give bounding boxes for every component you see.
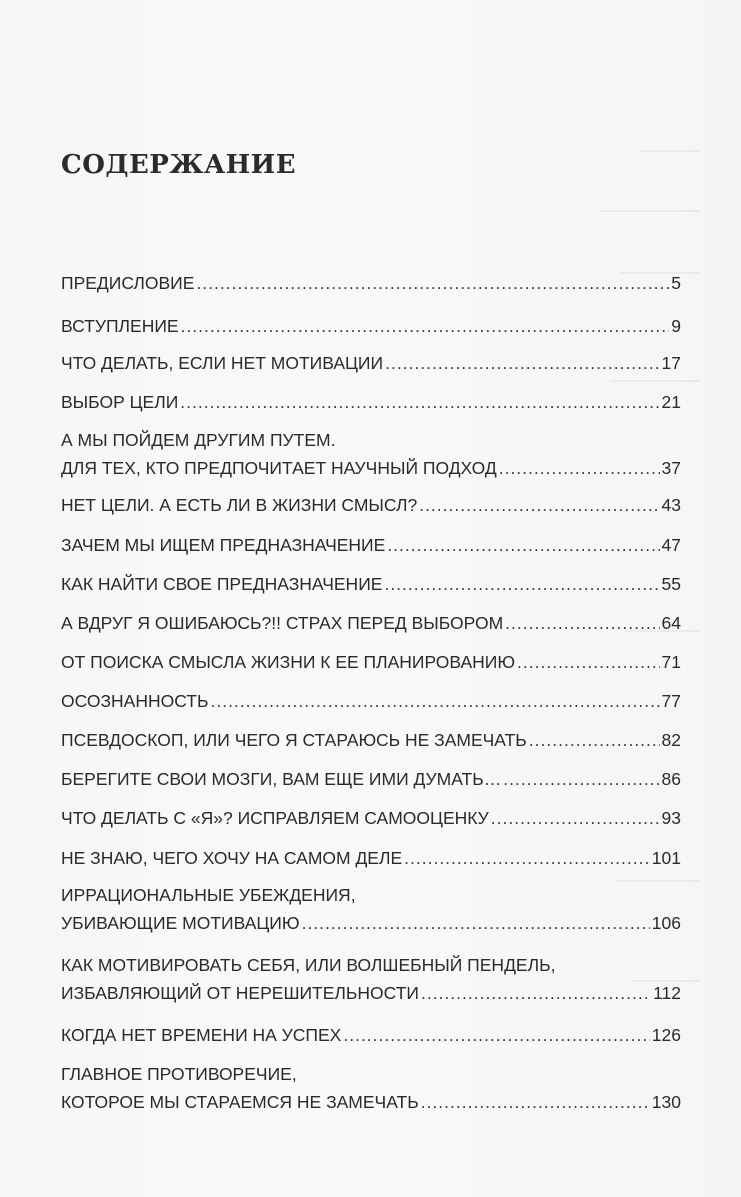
toc-entry bbox=[61, 1024, 681, 1046]
toc-entry-title: ВЫБОР ЦЕЛИ bbox=[61, 392, 179, 412]
toc-entry-row bbox=[61, 912, 681, 934]
toc-entry bbox=[61, 494, 681, 516]
toc-entry-title: ЧТО ДЕЛАТЬ С «Я»? ИСПРАВЛЯЕМ САМООЦЕНКУ bbox=[61, 808, 489, 828]
toc-page-number: 37 bbox=[661, 458, 681, 478]
toc-entry-title: НЕ ЗНАЮ, ЧЕГО ХОЧУ НА САМОМ ДЕЛЕ bbox=[61, 848, 403, 868]
toc-page-number: 43 bbox=[661, 495, 681, 515]
toc-page-number: 77 bbox=[661, 691, 681, 711]
dot-leader bbox=[419, 494, 659, 516]
dot-leader bbox=[529, 729, 660, 751]
toc-entry-row bbox=[61, 729, 681, 751]
toc-page-number: 5 bbox=[671, 273, 681, 293]
toc-entry bbox=[61, 1063, 681, 1113]
toc-page-number: 9 bbox=[671, 316, 681, 336]
toc-entry bbox=[61, 352, 681, 374]
toc-entry-row bbox=[61, 573, 681, 595]
toc-entry-title: КАК НАЙТИ СВОЕ ПРЕДНАЗНАЧЕНИЕ bbox=[61, 574, 383, 594]
toc-entry bbox=[61, 272, 681, 294]
toc-page-number: 112 bbox=[653, 983, 681, 1003]
toc-entry-row bbox=[61, 391, 681, 413]
toc-entry bbox=[61, 534, 681, 556]
toc-entry bbox=[61, 651, 681, 673]
toc-page-number: 126 bbox=[651, 1025, 681, 1045]
toc-page-number: 130 bbox=[651, 1092, 681, 1112]
toc-entry-row bbox=[61, 534, 681, 556]
toc-entry-title-line: ГЛАВНОЕ ПРОТИВОРЕЧИЕ, bbox=[61, 1064, 297, 1084]
page-title: СОДЕРЖАНИЕ bbox=[61, 150, 297, 180]
toc-page-number: 71 bbox=[661, 652, 681, 672]
dot-leader bbox=[499, 457, 660, 479]
toc-page-number: 101 bbox=[651, 848, 681, 868]
toc-entry-title: ОСОЗНАННОСТЬ bbox=[61, 691, 209, 711]
toc-entry-row bbox=[61, 768, 681, 790]
dot-leader bbox=[302, 912, 650, 934]
toc-entry-title: БЕРЕГИТЕ СВОИ МОЗГИ, ВАМ ЕЩЕ ИМИ ДУМАТЬ… bbox=[61, 769, 502, 789]
toc-entry-title: ОТ ПОИСКА СМЫСЛА ЖИЗНИ К ЕЕ ПЛАНИРОВАНИЮ bbox=[61, 652, 516, 672]
dot-leader bbox=[181, 315, 670, 337]
toc-entry-row bbox=[61, 612, 681, 634]
toc-entry-title: КОТОРОЕ МЫ СТАРАЕМСЯ НЕ ЗАМЕЧАТЬ bbox=[61, 1092, 419, 1112]
toc-entry-title: ВСТУПЛЕНИЕ bbox=[61, 316, 179, 336]
toc-entry-title: ПРЕДИСЛОВИЕ bbox=[61, 273, 195, 293]
toc-entry bbox=[61, 612, 681, 634]
toc-entry-title: ПСЕВДОСКОП, ИЛИ ЧЕГО Я СТАРАЮСЬ НЕ ЗАМЕЧАТЬ bbox=[61, 730, 527, 750]
toc-entry bbox=[61, 391, 681, 413]
dot-leader bbox=[210, 690, 659, 712]
toc-page-number: 17 bbox=[661, 353, 681, 373]
dot-leader bbox=[343, 1024, 649, 1046]
toc-entry-row bbox=[61, 1091, 681, 1113]
dot-leader bbox=[385, 352, 659, 374]
toc-entry-row bbox=[61, 494, 681, 516]
toc-entry-row bbox=[61, 651, 681, 673]
toc-entry-row bbox=[61, 352, 681, 374]
toc-entry-title: ДЛЯ ТЕХ, КТО ПРЕДПОЧИТАЕТ НАУЧНЫЙ ПОДХОД bbox=[61, 458, 497, 478]
toc-entry-title: ЗАЧЕМ МЫ ИЩЕМ ПРЕДНАЗНАЧЕНИЕ bbox=[61, 535, 386, 555]
toc-entry-row bbox=[61, 457, 681, 479]
toc-entry-row bbox=[61, 272, 681, 294]
toc-entry-title: УБИВАЮЩИЕ МОТИВАЦИЮ bbox=[61, 913, 300, 933]
dot-leader bbox=[517, 651, 659, 673]
toc-entry bbox=[61, 429, 681, 479]
toc-page-number: 47 bbox=[661, 535, 681, 555]
toc-page-number: 21 bbox=[661, 392, 681, 412]
dot-leader bbox=[421, 982, 651, 1004]
dot-leader bbox=[491, 807, 660, 829]
dot-leader bbox=[196, 272, 669, 294]
toc-page-number: 55 bbox=[661, 574, 681, 594]
toc-entry bbox=[61, 315, 681, 337]
toc-entry-title: ИЗБАВЛЯЮЩИЙ ОТ НЕРЕШИТЕЛЬНОСТИ bbox=[61, 983, 419, 1003]
toc-entry-row bbox=[61, 1024, 681, 1046]
dot-leader bbox=[421, 1091, 650, 1113]
toc-entry-row bbox=[61, 315, 681, 337]
toc-entry-row bbox=[61, 982, 681, 1004]
toc-entry-title: А ВДРУГ Я ОШИБАЮСЬ?!! СТРАХ ПЕРЕД ВЫБОРОМ bbox=[61, 613, 504, 633]
dot-leader bbox=[505, 612, 659, 634]
toc-page-number: 86 bbox=[661, 769, 681, 789]
toc-page-number: 64 bbox=[661, 613, 681, 633]
toc-entry bbox=[61, 573, 681, 595]
toc-entry-title-line: ИРРАЦИОНАЛЬНЫЕ УБЕЖДЕНИЯ, bbox=[61, 885, 356, 905]
toc-page-number: 93 bbox=[661, 808, 681, 828]
dot-leader bbox=[404, 847, 650, 869]
toc-entry bbox=[61, 954, 681, 1004]
toc-entry bbox=[61, 729, 681, 751]
toc-entry bbox=[61, 768, 681, 790]
toc-entry-title-line: А МЫ ПОЙДЕМ ДРУГИМ ПУТЕМ. bbox=[61, 430, 336, 450]
dot-leader bbox=[503, 768, 659, 790]
dot-leader bbox=[387, 534, 659, 556]
toc-entry-row bbox=[61, 690, 681, 712]
toc-entry bbox=[61, 807, 681, 829]
toc-page-number: 106 bbox=[651, 913, 681, 933]
toc-entry bbox=[61, 884, 681, 934]
toc-entry bbox=[61, 847, 681, 869]
dot-leader bbox=[180, 391, 659, 413]
toc-entry-row bbox=[61, 847, 681, 869]
dot-leader bbox=[384, 573, 659, 595]
toc-entry-title-line: КАК МОТИВИРОВАТЬ СЕБЯ, ИЛИ ВОЛШЕБНЫЙ ПЕНДЕЛЬ, bbox=[61, 955, 556, 975]
toc-entry-title: КОГДА НЕТ ВРЕМЕНИ НА УСПЕХ bbox=[61, 1025, 342, 1045]
toc-entry-title: ЧТО ДЕЛАТЬ, ЕСЛИ НЕТ МОТИВАЦИИ bbox=[61, 353, 384, 373]
toc-entry-title: НЕТ ЦЕЛИ. А ЕСТЬ ЛИ В ЖИЗНИ СМЫСЛ? bbox=[61, 495, 418, 515]
toc-entry bbox=[61, 690, 681, 712]
toc-page-number: 82 bbox=[661, 730, 681, 750]
toc-entry-row bbox=[61, 807, 681, 829]
